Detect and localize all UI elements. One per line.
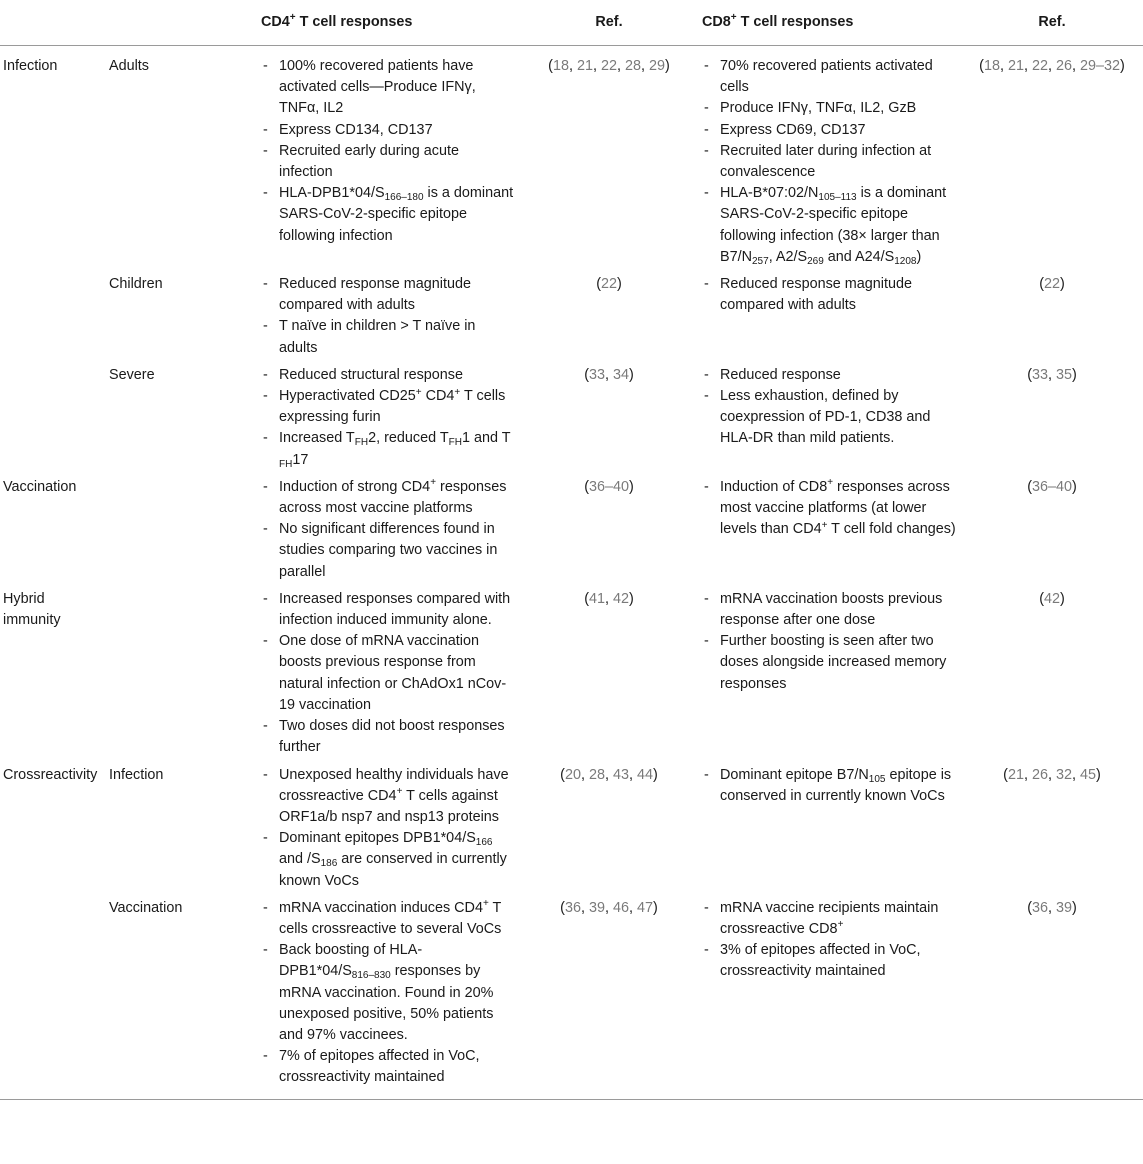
cd8-response-cell — [698, 589, 961, 765]
row-subcategory: Adults — [109, 58, 149, 74]
cd8-response-cell — [698, 898, 961, 1099]
cd4-bullet-item: - Reduced response magnitude compared with adults — [261, 274, 516, 316]
header-category — [0, 0, 106, 46]
row-subcategory — [106, 589, 257, 765]
cd4-bullet-item: - One dose of mRNA vaccination boosts previous response from natural infection or ChAdOx1 nCov-19 vaccination — [261, 631, 516, 716]
cd4-bullet-item: - HLA-$DPB1*04/S_{166-180}$ is a dominant SARS-CoV-2-specific epitope following infection — [261, 183, 516, 247]
table-row — [0, 274, 1143, 365]
cd4-reference-cell: (36–40) — [584, 478, 634, 495]
cd8-response-cell — [698, 46, 961, 275]
table-header — [0, 0, 1143, 46]
cd4-reference-cell: (18, 21, 22, 28, 29) — [548, 58, 670, 74]
header-cd4: CD4+ T cell responses — [257, 0, 520, 46]
cd8-reference-cell: (22) — [1039, 276, 1065, 293]
cd4-response-cell — [257, 46, 520, 275]
cd4-reference-cell: (22) — [596, 276, 622, 293]
table-row — [0, 46, 1143, 275]
header-subcategory — [106, 0, 257, 46]
cd4-bullet-item: - Two doses did not boost responses further — [261, 716, 516, 758]
cd8-bullet-item: - HLA-$B*07:02/N_{105-113}$ is a dominant SARS-CoV-2-specific epitope following infection (38× larger than $B7/N_{257}$, $A2/S_{269}$ and $A24/S_{1208}$) — [702, 183, 957, 268]
cd4-bullet-item: - Dominant epitopes $DPB1*04/S_{166}$ and $/S_{186}$ are conserved in currently known VoCs — [261, 828, 516, 892]
cd8-response-cell — [698, 365, 961, 477]
header-cd8-ref: Ref. — [961, 0, 1143, 46]
cd8-bullet-item: - Produce IFNγ, TNFα, IL2, GzB — [702, 98, 957, 119]
cd8-bullet-list — [702, 765, 957, 807]
row-subcategory: Infection — [109, 766, 164, 783]
row-subcategory: Children — [109, 276, 163, 293]
cd8-bullet-list — [702, 365, 957, 450]
row-subcategory — [106, 477, 257, 589]
cd8-reference-cell: (21, 26, 32, 45) — [1003, 766, 1101, 783]
cd8-bullet-list — [702, 274, 957, 316]
table-row — [0, 898, 1143, 1099]
row-category: Hybrid immunity — [3, 590, 61, 629]
cd8-bullet-list — [702, 898, 957, 983]
cd4-bullet-list — [261, 898, 516, 1089]
cd4-bullet-item: - T naïve in children > T naïve in adults — [261, 316, 516, 358]
cd8-reference-cell: (18, 21, 22, 26, 29–32) — [979, 58, 1125, 74]
cd4-bullet-item: - Express CD134, CD137 — [261, 120, 516, 141]
cd8-response-cell — [698, 765, 961, 898]
cd4-reference-cell: (41, 42) — [584, 590, 634, 607]
table-body — [0, 46, 1143, 1100]
row-category — [0, 898, 106, 1099]
cd8-bullet-item: - Induction of CD8+ responses across most vaccine platforms (at lower levels than CD4+ T cell fold changes) — [702, 477, 957, 541]
cd4-reference-cell: (36, 39, 46, 47) — [520, 898, 698, 1099]
cd8-bullet-item: - Reduced response — [702, 365, 957, 386]
row-subcategory: Severe — [109, 366, 155, 383]
cd8-bullet-item: - mRNA vaccine recipients maintain crossreactive CD8+ — [702, 898, 957, 940]
cd4-bullet-item: - 100% recovered patients have activated cells—Produce IFNγ, TNFα, IL2 — [261, 56, 516, 120]
cd8-bullet-item: - Dominant epitope $B7/N_{105}$ epitope is conserved in currently known VoCs — [702, 765, 957, 807]
cd8-bullet-item: - Recruited later during infection at convalescence — [702, 141, 957, 183]
cd8-response-cell — [698, 274, 961, 365]
header-cd8: CD8+ T cell responses — [698, 0, 961, 46]
header-cd4-ref: Ref. — [520, 0, 698, 46]
table-row — [0, 589, 1143, 765]
cd8-reference-cell: (36, 39) — [961, 898, 1143, 1099]
header-row — [0, 0, 1143, 46]
cd4-response-cell — [257, 898, 520, 1099]
cd4-bullet-list — [261, 56, 516, 247]
row-category: Crossreactivity — [3, 766, 98, 783]
cd8-bullet-item: - Express CD69, CD137 — [702, 120, 957, 141]
cd4-bullet-item: - Increased $T_{FH}2$, reduced $T_{FH}1$ and T $_{FH}$17 — [261, 428, 516, 470]
table-row — [0, 765, 1143, 898]
cd4-reference-cell: (33, 34) — [584, 366, 634, 383]
cd4-bullet-item: - Back boosting of HLA-$DPB1*04/S_{816-830}$ responses by mRNA vaccination. Found in 20% unexposed positive, 50% patients and 97% vaccinees. — [261, 940, 516, 1046]
cd4-reference-cell: (20, 28, 43, 44) — [560, 766, 658, 783]
cd8-bullet-item: - Less exhaustion, defined by coexpression of PD-1, CD38 and HLA-DR than mild patients. — [702, 386, 957, 450]
cd8-bullet-item: - 3% of epitopes affected in VoC, crossreactivity maintained — [702, 940, 957, 982]
cd4-response-cell — [257, 765, 520, 898]
cd4-response-cell — [257, 589, 520, 765]
cd8-reference-cell: (33, 35) — [1027, 366, 1077, 383]
table-row — [0, 365, 1143, 477]
cd4-bullet-item: - Unexposed healthy individuals have crossreactive CD4+ T cells against ORF1a/b nsp7 and nsp13 proteins — [261, 765, 516, 829]
cd4-bullet-item: - Increased responses compared with infection induced immunity alone. — [261, 589, 516, 631]
cd8-bullet-item: - Further boosting is seen after two doses alongside increased memory responses — [702, 631, 957, 695]
cd4-bullet-item: - No significant differences found in studies comparing two vaccines in parallel — [261, 519, 516, 583]
row-category — [0, 365, 106, 477]
cd8-bullet-list — [702, 589, 957, 695]
cd8-reference-cell: (36–40) — [1027, 478, 1077, 495]
row-category — [0, 274, 106, 365]
cd4-bullet-item: - Recruited early during acute infection — [261, 141, 516, 183]
cd4-bullet-list — [261, 274, 516, 359]
cd8-reference-cell: (42) — [1039, 590, 1065, 607]
cd4-bullet-item: - Induction of strong CD4+ responses across most vaccine platforms — [261, 477, 516, 519]
cd4-bullet-list — [261, 365, 516, 471]
cd8-response-cell — [698, 477, 961, 589]
row-subcategory: Vaccination — [106, 898, 257, 1099]
cd4-bullet-list — [261, 477, 516, 583]
cd4-response-cell — [257, 477, 520, 589]
row-category: Infection — [3, 58, 58, 74]
cd8-bullet-list — [702, 56, 957, 268]
cd8-bullet-item: - Reduced response magnitude compared with adults — [702, 274, 957, 316]
row-category: Vaccination — [3, 478, 77, 495]
cd4-bullet-list — [261, 765, 516, 892]
cd8-bullet-list — [702, 477, 957, 541]
cd4-response-cell — [257, 365, 520, 477]
cd4-response-cell — [257, 274, 520, 365]
cd4-bullet-item: - mRNA vaccination induces CD4+ T cells crossreactive to several VoCs — [261, 898, 516, 940]
cd4-bullet-list — [261, 589, 516, 759]
cd8-bullet-item: - mRNA vaccination boosts previous response after one dose — [702, 589, 957, 631]
cd4-bullet-item: - Hyperactivated CD25+ CD4+ T cells expressing furin — [261, 386, 516, 428]
cd4-bullet-item: - Reduced structural response — [261, 365, 516, 386]
cd8-bullet-item: - 70% recovered patients activated cells — [702, 56, 957, 98]
table-row — [0, 477, 1143, 589]
cd4-bullet-item: - 7% of epitopes affected in VoC, crossreactivity maintained — [261, 1046, 516, 1088]
